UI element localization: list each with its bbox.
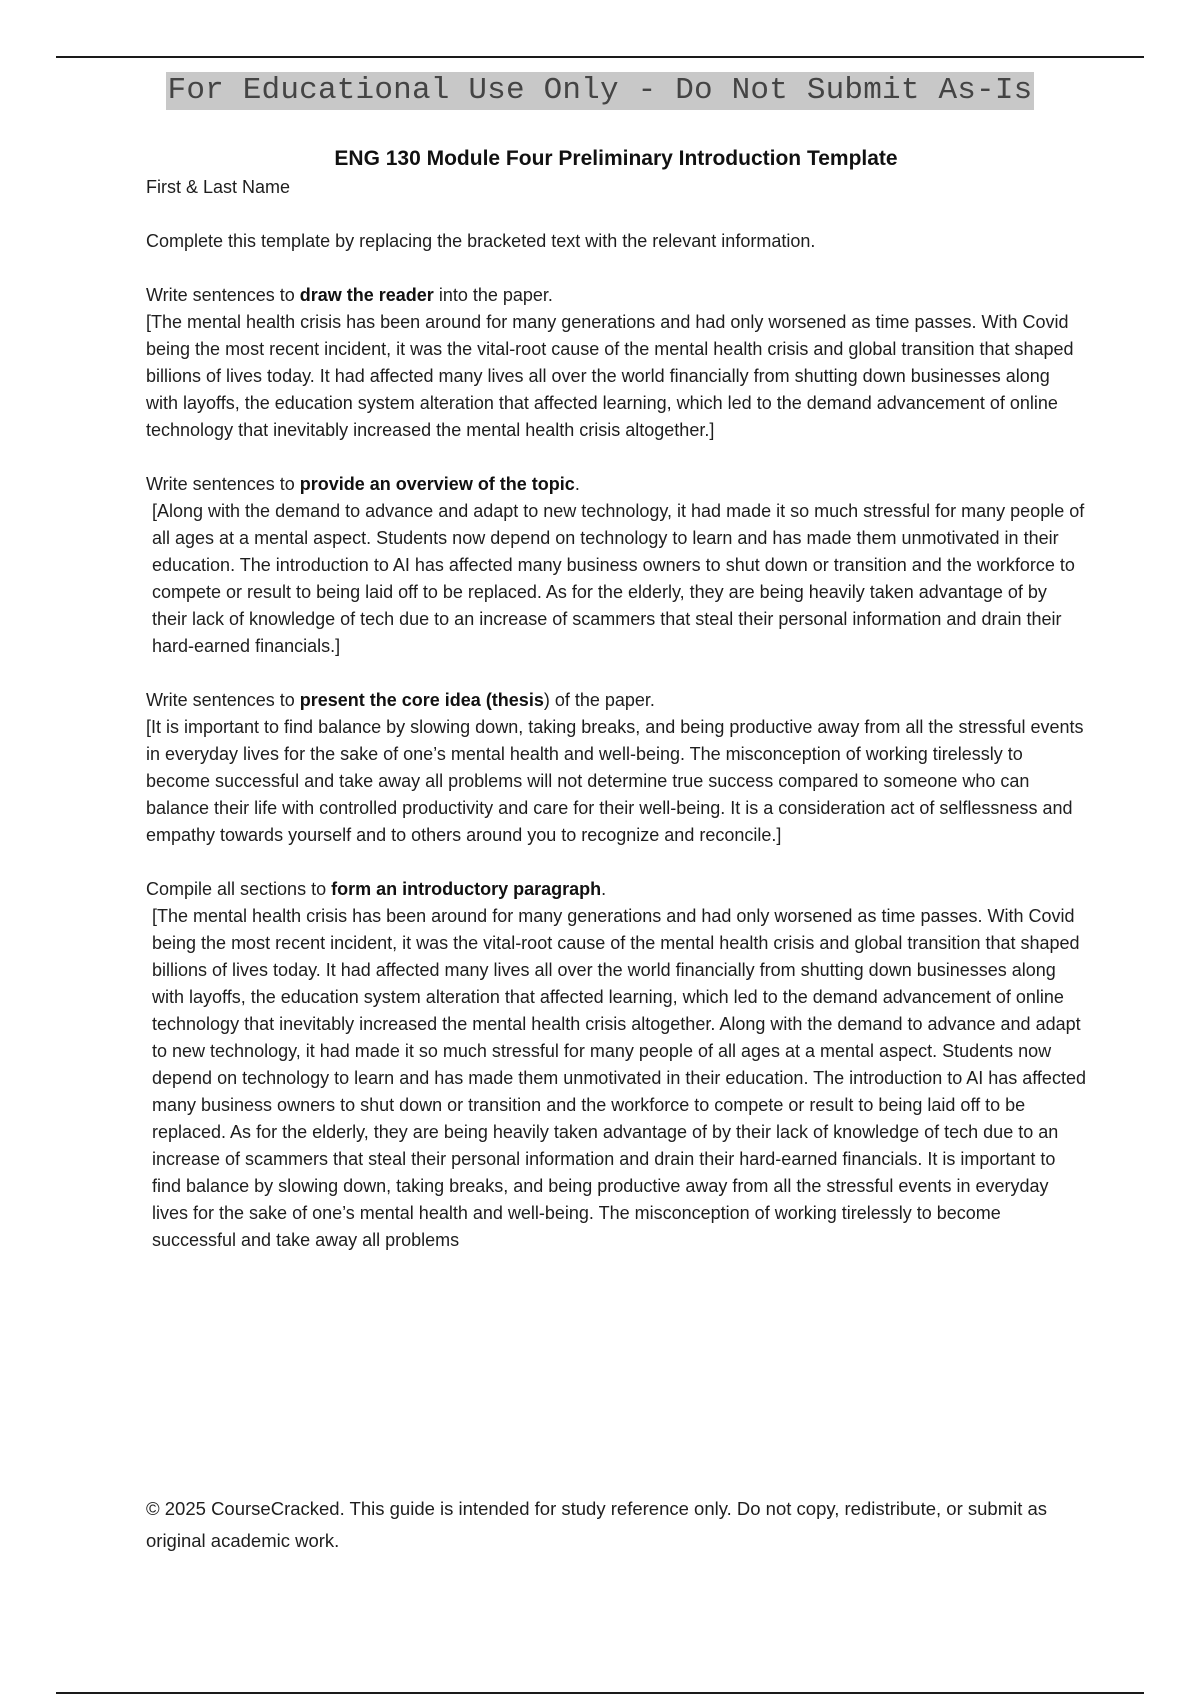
bottom-rule [56,1692,1144,1694]
prompt-emphasis: draw the reader [299,285,434,305]
document-body [146,144,1086,1254]
section-prompt-2 [146,471,1086,498]
section-prompt-3 [146,687,1086,714]
section-body-2: [Along with the demand to advance and adapt to new technology, it had made it so much stressful for many people of all ages at a mental aspect. Students now depend on technology to learn and has made them unmotivated in their education. The introduction to AI has affected many business owners to shut down or transition and the workforce to compete or result to being laid off to be replaced. As for the elderly, they are being heavily taken advantage of by their lack of knowledge of tech due to an increase of scammers that steal their personal information and drain their hard-earned financials.] [152,501,1085,656]
prompt-text: . [601,879,607,899]
prompt-emphasis: provide an overview of the topic [299,474,575,494]
section-body-1: [The mental health crisis has been around for many generations and had only worsened as time passes. With Covid being the most recent incident, it was the vital-root cause of the mental health crisis and global transition that shaped billions of lives today. It had affected many lives all over the world financially from shutting down businesses along with layoffs, the education system alteration that affected learning, which led to the demand advancement of online technology that inevitably increased the mental health crisis altogether.] [146,312,1074,440]
prompt-emphasis: form an introductory paragraph [331,879,602,899]
prompt-text: Write sentences to [146,690,300,710]
prompt-text: Write sentences to [146,474,300,494]
watermark-banner-wrap [0,72,1200,110]
section-body-4: [The mental health crisis has been around for many generations and had only worsened as time passes. With Covid being the most recent incident, it was the vital-root cause of the mental health crisis and global transition that shaped billions of lives today. It had affected many lives all over the world financially from shutting down businesses along with layoffs, the education system alteration that affected learning, which led to the demand advancement of online technology that inevitably increased the mental health crisis altogether. Along with the demand to advance and adapt to new technology, it had made it so much stressful for many people of all ages at a mental aspect. Students now depend on technology to learn and has made them unmotivated in their education. The introduction to AI has affected many business owners to shut down or transition and the workforce to compete or result to being laid off to be replaced. As for the elderly, they are being heavily taken advantage of by their lack of knowledge of tech due to an increase of scammers that steal their personal information and drain their hard-earned financials. It is important to find balance by slowing down, taking breaks, and being productive away from all the stressful events in everyday lives for the sake of one’s mental health and well-being. The misconception of working tirelessly to become successful and take away all problems [152,906,1086,1250]
document-title: ENG 130 Module Four Preliminary Introduction Template [334,147,898,170]
section-body-3: [It is important to find balance by slowing down, taking breaks, and being productive away from all the stressful events in everyday lives for the sake of one’s mental health and well-being. The misconception of working tirelessly to become successful and take away all problems will not determine true success compared to someone who can balance their life with controlled productivity and care for their well-being. It is a consideration act of selflessness and empathy towards yourself and to others around you to recognize and reconcile.] [146,717,1084,845]
prompt-text: Compile all sections to [146,879,332,899]
prompt-text: . [574,474,580,494]
top-rule [56,56,1144,58]
prompt-text: ) of the paper. [543,690,655,710]
name-line: First & Last Name [146,177,291,197]
prompt-emphasis: present the core idea (thesis [299,690,544,710]
instruction-text: Complete this template by replacing the bracketed text with the relevant information. [146,231,816,251]
prompt-text: Write sentences to [146,285,300,305]
section-prompt-4 [146,876,1086,903]
copyright-footer: © 2025 CourseCracked. This guide is intended for study reference only. Do not copy, redistribute, or submit as original academic work. [146,1498,1048,1551]
prompt-text: into the paper. [433,285,553,305]
section-prompt-1 [146,282,1086,309]
watermark-banner: For Educational Use Only - Do Not Submit As-Is [167,73,1033,108]
